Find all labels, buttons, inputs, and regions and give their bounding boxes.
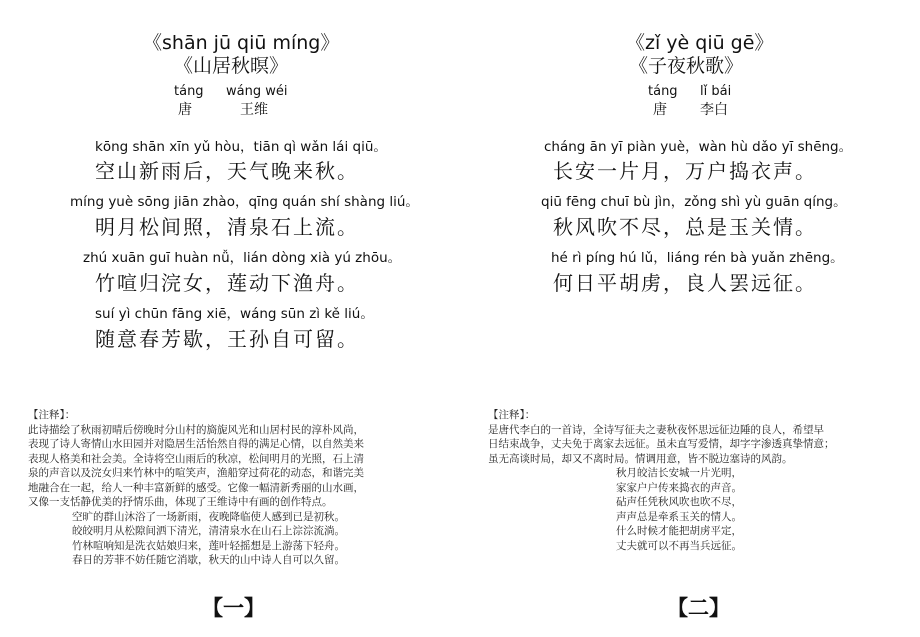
notes-translation-line: 秋月皎洁长安城一片光明， [616,467,742,479]
notes-translation-line: 砧声任凭秋风吹也吹不尽， [616,496,742,508]
notes-paragraph-line: 日结束战争，丈夫免于离家去远征。虽未直写爱情，却字字渗透真挚情意； [488,438,835,450]
notes-paragraph-line: 是唐代李白的一首诗，全诗写征夫之妻秋夜怀思远征边陲的良人，希望早 [488,423,824,436]
page-marker: 【一】 [202,596,265,620]
notes-header: 【注释】： [488,409,536,421]
poem-line-pinyin: hé rì píng hú lǔ，liáng rén bà yuǎn zhēng。 [551,250,844,266]
poem-line: 明月松间照，清泉石上流。 [95,215,359,239]
notes-paragraph-line: 表现人格美和社会美。全诗将空山雨后的秋凉，松间明月的光照，石上清 [28,452,364,465]
dynasty-pinyin: táng [174,84,204,99]
notes-translation-line: 春日的芳菲不妨任随它消歇，秋天的山中诗人自可以久留。 [72,554,345,566]
poem-line-pinyin: kōng shān xīn yǔ hòu，tiān qì wǎn lái qiū。 [95,139,387,155]
notes-translation-line: 皎皎明月从松隙间洒下清光，清清泉水在山石上淙淙流淌。 [72,525,345,537]
notes-translation-line: 竹林喧响知是洗衣姑娘归来，莲叶轻摇想是上游荡下轻舟。 [72,539,345,552]
poem-line-pinyin: zhú xuān guī huàn nǚ，lián dòng xià yú zhōu。 [83,250,402,266]
poem-line: 空山新雨后，天气晚来秋。 [95,159,359,183]
poem-line: 何日平胡虏，良人罢远征。 [553,271,817,295]
author-pinyin: wáng wéi [226,84,288,99]
poem-title: 《子夜秋歌》 [629,55,744,77]
poem-column-right [460,0,920,637]
notes-paragraph-line: 地融合在一起，给人一种丰富新鲜的感受。它像一幅清新秀丽的山水画， [28,481,364,494]
poem-line-pinyin: suí yì chūn fāng xiē，wáng sūn zì kě liú。 [95,306,374,322]
author: 李白 [700,102,728,118]
poem-title: 《山居秋暝》 [174,55,289,77]
notes-translation-line: 丈夫就可以不再当兵远征。 [616,539,742,552]
poem-line: 随意春芳歇，王孙自可留。 [95,327,359,351]
poem-line: 秋风吹不尽，总是玉关情。 [553,215,817,239]
poem-line-pinyin: míng yuè sōng jiān zhào，qīng quán shí shàng liú。 [70,194,419,210]
notes-paragraph-line: 表现了诗人寄情山水田园并对隐居生活怡然自得的满足心情，以自然美来 [28,438,364,450]
poem-title-pinyin: 《zǐ yè qiū gē》 [626,32,774,54]
page-marker: 【二】 [667,596,730,620]
notes-paragraph-line: 此诗描绘了秋雨初晴后傍晚时分山村的旖旎风光和山居村民的淳朴风尚， [28,423,364,436]
author-pinyin: lǐ bái [700,84,732,99]
poem-line: 长安一片月，万户捣衣声。 [553,159,817,183]
dynasty: 唐 [178,102,192,118]
poem-line: 竹喧归浣女，莲动下渔舟。 [95,271,359,295]
notes-paragraph-line: 泉的声音以及浣女归来竹林中的喧笑声，渔船穿过荷花的动态，和谐完美 [28,467,364,479]
poem-line-pinyin: cháng ān yī piàn yuè，wàn hù dǎo yī shēng。 [544,139,853,155]
notes-translation-line: 声声总是牵系玉关的情人。 [616,510,742,523]
dynasty-pinyin: táng [648,84,678,99]
author: 王维 [240,102,268,118]
notes-section [488,408,916,553]
notes-header: 【注释】： [28,409,76,421]
notes-translation-line: 什么时候才能把胡虏平定， [616,525,742,537]
notes-paragraph-line: 虽无高谈时局，却又不离时局。情调用意，皆不脱边塞诗的风韵。 [488,452,793,465]
notes-section [28,408,448,568]
notes-translation-line: 家家户户传来捣衣的声音。 [616,481,742,494]
notes-paragraph-line: 又像一支恬静优美的抒情乐曲，体现了王维诗中有画的创作特点。 [28,496,333,508]
notes-translation-line: 空旷的群山沐浴了一场新雨，夜晚降临使人感到已是初秋。 [72,510,345,523]
poem-title-pinyin: 《shān jū qiū míng》 [143,32,340,54]
poem-line-pinyin: qiū fēng chuī bù jìn，zǒng shì yù guān qíng。 [541,194,847,210]
dynasty: 唐 [653,102,667,118]
